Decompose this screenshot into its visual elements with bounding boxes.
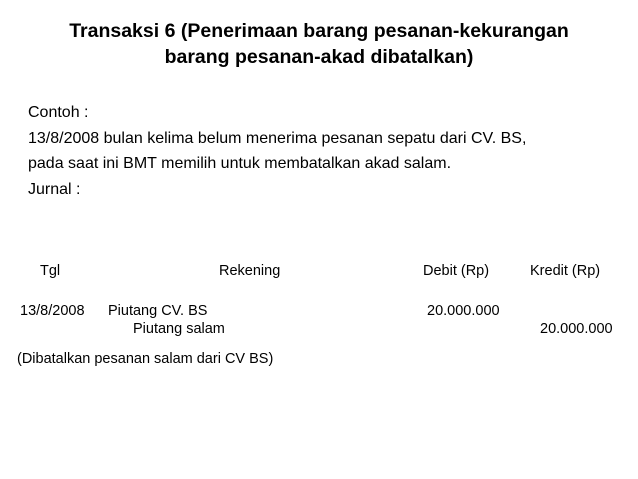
row-2-kredit: 20.000.000 (540, 321, 613, 337)
journal-note: (Dibatalkan pesanan salam dari CV BS) (17, 351, 274, 367)
example-text (28, 100, 526, 202)
slide-title (0, 18, 638, 70)
row-1-rekening: Piutang CV. BS (108, 303, 208, 319)
header-kredit: Kredit (Rp) (530, 263, 601, 279)
header-tgl: Tgl (40, 263, 61, 279)
contoh-label: Contoh : (28, 104, 89, 121)
jurnal-label: Jurnal : (28, 180, 81, 198)
example-paragraph-line-2: pada saat ini BMT memilih untuk membatalkan akad salam. (28, 155, 452, 172)
title-line-2: barang pesanan-akad dibatalkan) (164, 46, 474, 68)
row-2-rekening: Piutang salam (133, 321, 225, 337)
header-debit: Debit (Rp) (423, 263, 490, 279)
row-1-tgl: 13/8/2008 (20, 303, 85, 319)
row-1-debit: 20.000.000 (427, 303, 500, 319)
header-rekening: Rekening (219, 263, 281, 279)
example-paragraph-line-1: 13/8/2008 bulan kelima belum menerima pesanan sepatu dari CV. BS, (28, 129, 527, 147)
title-line-1: Transaksi 6 (Penerimaan barang pesanan-kekurangan (69, 20, 569, 42)
